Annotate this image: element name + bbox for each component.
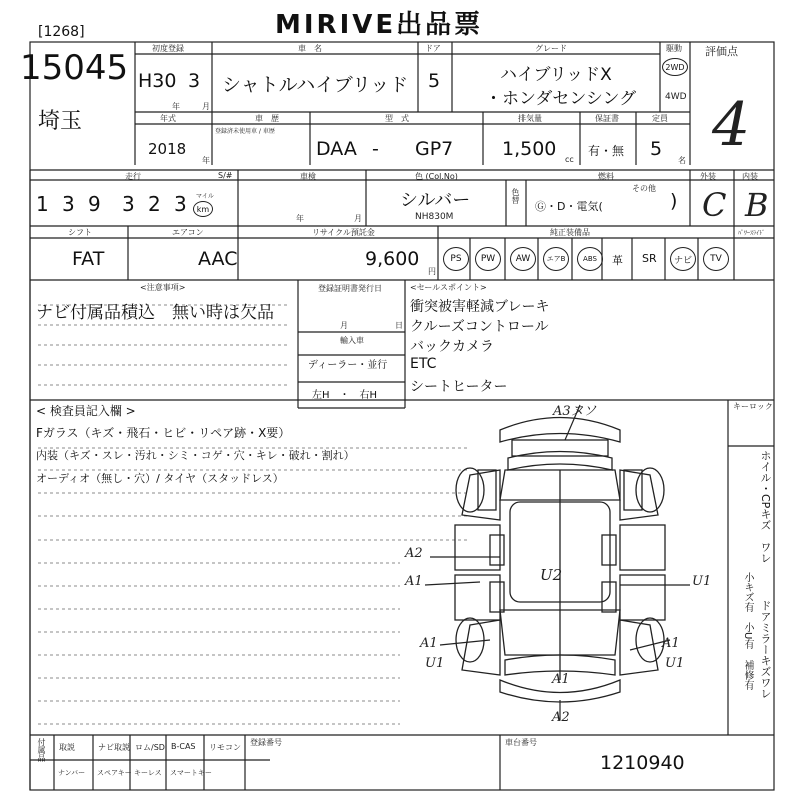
mark-left-3b: U1 (425, 656, 445, 671)
fuel-close-paren: ) (670, 190, 678, 212)
inspection-month: 月 (354, 214, 362, 223)
handle-options: 左H ・ 右H (312, 390, 378, 401)
mileage-digit: 2 (148, 192, 161, 216)
shift: FAT (72, 248, 105, 270)
inspection-line-1: Fガラス（キズ・飛石・ヒビ・リペア跡・X要） (36, 426, 291, 440)
equip-item: ABS (577, 247, 603, 271)
km-circled: km (193, 201, 213, 217)
warranty-label: 保証書 (595, 114, 619, 123)
lot-small-number: [1268] (38, 24, 85, 40)
sales-point-item: ETC (410, 356, 437, 372)
key-cue-label: ﾊﾟﾜｰｽﾗｲﾄﾞ (738, 230, 766, 237)
warranty: 有・無 (588, 144, 625, 158)
accessory-label: ナビ取説 (98, 743, 130, 752)
shift-label: シフト (68, 228, 92, 237)
fuel-other-label: その他 (632, 184, 656, 193)
interior-grade: B (745, 186, 769, 224)
mileage-digit: 3 (62, 192, 75, 216)
model-year: 2018 (148, 140, 187, 158)
car-diagram (455, 418, 665, 703)
chassis-number-label: 車台番号 (505, 738, 537, 747)
side-note-4: 補修有 (742, 660, 753, 690)
car-name: シャトルハイブリッド (222, 74, 409, 96)
import-label: 輸入車 (340, 336, 364, 345)
smeter-label: S/# (218, 171, 233, 180)
grade-line-1: ハイブリッドX (500, 65, 612, 85)
mark-center: U2 (540, 566, 563, 584)
side-note-3: ドアミラーキズワレ (759, 600, 772, 699)
inspection-label: 車検 (300, 172, 316, 181)
chassis-number: 1210940 (600, 752, 685, 774)
mileage-digit: 3 (122, 192, 135, 216)
type-code: GP7 (415, 138, 454, 160)
drive-label: 駆動 (666, 44, 682, 53)
type-dash: - (372, 138, 379, 160)
mark-bottom: A1 (552, 672, 570, 687)
chassis-history-sub: 登録済未使用車 / 車歴 (215, 128, 275, 135)
equip-item: 革 (612, 254, 623, 267)
equip-item: ナビ (670, 247, 696, 271)
mark-top: A3ヌソ (553, 404, 597, 419)
recycle-label: リサイクル預託金 (312, 228, 375, 237)
sales-point-item: 衝突被害軽減ブレーキ (410, 299, 550, 315)
record-month: 月 (340, 321, 348, 330)
mark-right-2: A1 (662, 636, 680, 651)
mileage-label: 走行 (125, 172, 141, 181)
form-title: MIRIVE出品票 (275, 10, 484, 40)
sales-point-item: シートヒーター (410, 379, 508, 395)
mileage-digit: 9 (88, 192, 101, 216)
capacity: 5 (650, 138, 663, 160)
mei-label: 名 (678, 156, 686, 165)
doors: 5 (428, 70, 441, 92)
accessory-label: スマートキー (170, 769, 212, 777)
drive-2wd-circled: 2WD (662, 58, 688, 76)
reg-number-label: 登録番号 (250, 738, 282, 747)
equip-item: エアB (543, 247, 569, 271)
doors-label: ドア (425, 44, 441, 53)
color-label: 色 (Col.No) (415, 172, 458, 181)
first-reg-era: H30 (138, 70, 177, 92)
mile-label: マイル (196, 193, 214, 200)
color-change-label: 色替 (511, 188, 520, 204)
displacement: 1,500 (502, 138, 557, 160)
color: シルバー (400, 190, 471, 211)
mark-right-2b: U1 (665, 656, 685, 671)
equip-item: PW (475, 247, 501, 271)
cc-label: cc (565, 155, 574, 164)
accessory-label: リモコン (209, 743, 241, 752)
mileage-digit: 3 (174, 192, 187, 216)
capacity-label: 定員 (652, 114, 668, 123)
accessory-label: キーレス (134, 769, 162, 777)
inspection-section-label: < 検査員記入欄 > (36, 404, 136, 418)
sales-points-label: <セールスポイント> (410, 283, 487, 292)
first-reg-label: 初度登録 (152, 44, 184, 53)
type-prefix: DAA (316, 138, 357, 160)
fuel-options: Ⓖ・D・電気( (535, 200, 603, 213)
sales-point-item: バックカメラ (410, 339, 494, 355)
chassis-history-label: 車 歴 (255, 114, 279, 123)
grade-label: グレード (535, 44, 567, 53)
record-day: 日 (395, 321, 403, 330)
side-note-1: ホイル・CPキズ ワレ (759, 450, 772, 564)
side-note-2: 小キズ有 小U有 (742, 572, 753, 650)
rating-value: 4 (712, 90, 751, 160)
year-label: 年 (172, 102, 180, 111)
car-name-label: 車 名 (298, 44, 322, 53)
notes-label: <注意事項> (140, 283, 186, 292)
key-lock-label: キーロック (733, 402, 773, 411)
accessory-label: スペアキー (97, 769, 132, 777)
lot-number: 15045 (20, 48, 129, 88)
accessories-side-label: 付属品 (37, 738, 46, 762)
nen-label: 年 (202, 156, 210, 165)
grade-line-2: ・ホンダセンシング (485, 89, 637, 109)
notes-text: ナビ付属品積込 無い時は欠品 (36, 303, 274, 323)
mark-left-2: A1 (405, 574, 423, 589)
type-label: 型 式 (385, 114, 409, 123)
equip-item: SR (642, 252, 657, 265)
mark-rear: A2 (552, 710, 570, 725)
accessory-label: ナンバー (58, 769, 86, 777)
exterior-grade: C (702, 186, 727, 224)
equip-label: 純正装備品 (550, 228, 590, 237)
record-label: 登録証明書発行日 (318, 284, 382, 293)
prefecture: 埼玉 (38, 109, 83, 134)
inspection-year: 年 (296, 214, 304, 223)
inspection-line-3: オーディオ（無し・穴）/ タイヤ（スタッドレス） (36, 472, 284, 485)
model-year-label: 年式 (160, 114, 176, 123)
recycle-fee: 9,600 (365, 248, 420, 270)
displacement-label: 排気量 (518, 114, 542, 123)
dealer-options: ディーラー・並行 (308, 360, 388, 371)
equip-item: AW (510, 247, 536, 271)
mark-left-3: A1 (420, 636, 438, 651)
equip-item: PS (443, 247, 469, 271)
drive-4wd: 4WD (665, 92, 687, 102)
accessory-label: B-CAS (171, 742, 196, 751)
accessory-label: ロム/SD (135, 743, 165, 752)
month-label: 月 (202, 102, 210, 111)
rating-label: 評価点 (705, 45, 738, 58)
exterior-label: 外装 (700, 172, 716, 181)
ac-label: エアコン (172, 228, 204, 237)
mileage-digit: 1 (36, 192, 49, 216)
color-code: NH830M (415, 212, 454, 222)
yen-label: 円 (428, 267, 436, 276)
interior-label: 内装 (742, 172, 758, 181)
equip-item: TV (703, 247, 729, 271)
fuel-label: 燃料 (598, 172, 614, 181)
inspection-line-2: 内装（キズ・スレ・汚れ・シミ・コゲ・穴・キレ・破れ・割れ） (36, 449, 355, 462)
mark-right-1: U1 (692, 574, 712, 589)
first-reg-month: 3 (188, 70, 201, 92)
accessory-label: 取説 (59, 743, 75, 752)
sales-point-item: クルーズコントロール (410, 319, 549, 335)
mark-left-1: A2 (405, 546, 423, 561)
ac: AAC (198, 248, 238, 270)
